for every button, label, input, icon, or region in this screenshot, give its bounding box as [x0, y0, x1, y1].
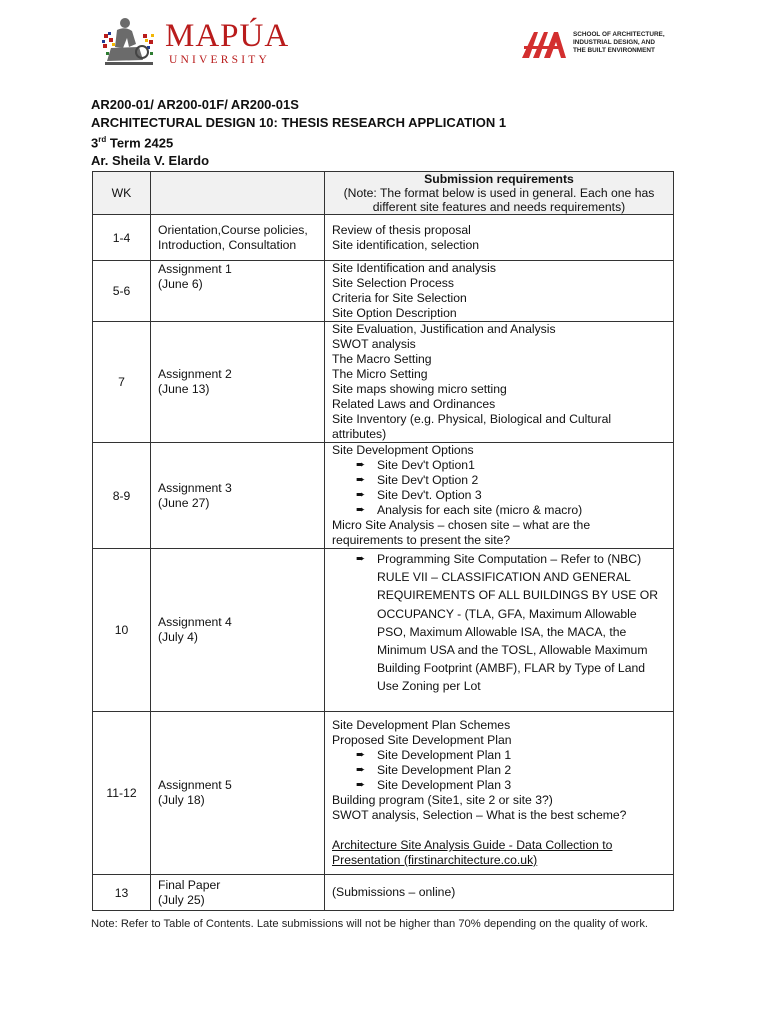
list-item: ➨ Site Development Plan 3 [356, 778, 512, 792]
requirements-cell [325, 549, 674, 712]
requirements-cell: Site Development Plan Schemes Proposed Site Development Plan ➨ Site Development Plan 1 ➨ Site Development Plan 2 ➨ Site Development Plan 3 Building program (Site1, site 2 or site 3?) SWOT analysis, Selection – What is the best scheme? Architecture Site Analysis Guide - Data Collection to Presentation (firstinarchitecture.co.uk) [325, 712, 674, 875]
wk-cell: 1-4 [93, 215, 151, 261]
list-item: ➨ Site Development Plan 1 [356, 748, 512, 762]
table-row [93, 215, 674, 261]
soa-logo [520, 28, 680, 64]
wk-cell: 10 [93, 549, 151, 712]
mapua-logo [99, 14, 289, 70]
assignment-cell: Assignment 1 (June 6) [151, 261, 325, 322]
wk-cell: 5-6 [93, 261, 151, 322]
header-assignment [151, 172, 325, 215]
arrow-bullet-icon: ➨ [356, 553, 366, 565]
requirements-title: Submission requirements [424, 172, 574, 186]
wk-cell: 7 [93, 322, 151, 443]
site-analysis-guide-link[interactable]: Architecture Site Analysis Guide - Data Collection to Presentation (firstinarchitecture.co.uk) [332, 838, 613, 867]
requirements-cell: Site Development Options ➨ Site Dev't Option1 ➨ Site Dev't Option 2 ➨ Site Dev't. Option 3 ➨ Analysis for each site (micro & macro) Micro Site Analysis – chosen site – what are the requirements to present the site? [325, 443, 674, 549]
course-header [91, 96, 506, 169]
instructor-name: Ar. Sheila V. Elardo [91, 152, 210, 168]
list-item: ➨ Programming Site Computation – Refer to (NBC) RULE VII – CLASSIFICATION AND GENERAL REQUIREMENTS OF ALL BUILDINGS BY USE OR OCCUPANCY - (TLA, GFA, Maximum Allowable PSO, Maximum Allowable ISA, the MACA, the Minimum USA and the TOSL, Allowable Maximum Building Footprint (AMBF), FLAR by Type of Land Use Zoning per Lot [356, 552, 659, 694]
requirements-cell: Site Evaluation, Justification and Analysis SWOT analysis The Macro Setting The Micro Setting Site maps showing micro setting Related Laws and Ordinances Site Inventory (e.g. Physical, Biological and Cultural attributes) [325, 322, 674, 443]
footer-note: Note: Refer to Table of Contents. Late submissions will not be higher than 70% depending on the quality of work. [91, 918, 649, 930]
requirements-cell: Review of thesis proposal Site identification, selection [325, 215, 674, 261]
arrow-bullet-icon: ➨ [356, 779, 366, 791]
wk-cell: 8-9 [93, 443, 151, 549]
mapua-wordmark: MAPÚA [165, 18, 290, 54]
table-header-row [93, 172, 674, 215]
list-item: ➨ Site Development Plan 2 [356, 763, 512, 777]
schedule-table [92, 171, 674, 911]
table-row [93, 261, 674, 322]
course-title: ARCHITECTURAL DESIGN 10: THESIS RESEARCH APPLICATION 1 [91, 114, 507, 130]
mapua-subtitle: UNIVERSITY [169, 54, 270, 66]
requirements-cell: Site Identification and analysis Site Selection Process Criteria for Site Selection Site Option Description [325, 261, 674, 322]
table-row [93, 549, 674, 712]
table-row [93, 322, 674, 443]
assignment-cell: Assignment 3 (June 27) [151, 443, 325, 549]
list-item: ➨ Site Dev't. Option 3 [356, 488, 482, 502]
mapua-emblem-icon [99, 14, 161, 70]
header-wk: WK [93, 172, 151, 215]
arrow-bullet-icon: ➨ [356, 474, 366, 486]
list-item: ➨ Site Dev't Option1 [356, 458, 475, 472]
list-item: ➨ Site Dev't Option 2 [356, 473, 479, 487]
requirements-note: (Note: The format below is used in general. Each one has different site features and needs requirements) [343, 186, 655, 214]
arrow-bullet-icon: ➨ [356, 764, 366, 776]
assignment-cell: Orientation,Course policies, Introduction, Consultation [151, 215, 325, 261]
arrow-bullet-icon: ➨ [356, 504, 366, 516]
course-term: 3rd Term 2425 [91, 135, 174, 151]
assignment-cell: Final Paper (July 25) [151, 875, 325, 911]
arrow-bullet-icon: ➨ [356, 749, 366, 761]
header-requirements [325, 172, 674, 215]
list-item: ➨ Analysis for each site (micro & macro) [356, 503, 583, 517]
soa-logo-text: SCHOOL OF ARCHITECTURE, INDUSTRIAL DESIGN, AND THE BUILT ENVIRONMENT [573, 31, 665, 54]
arrow-bullet-icon: ➨ [356, 459, 366, 471]
table-row [93, 875, 674, 911]
course-codes: AR200-01/ AR200-01F/ AR200-01S [91, 97, 299, 112]
assignment-cell: Assignment 5 (July 18) [151, 712, 325, 875]
soa-emblem-icon [520, 28, 568, 60]
arrow-bullet-icon: ➨ [356, 489, 366, 501]
wk-cell: 13 [93, 875, 151, 911]
assignment-cell: Assignment 4 (July 4) [151, 549, 325, 712]
requirements-cell: (Submissions – online) [325, 875, 674, 911]
assignment-cell: Assignment 2 (June 13) [151, 322, 325, 443]
wk-cell: 11-12 [93, 712, 151, 875]
table-row [93, 712, 674, 875]
table-row [93, 443, 674, 549]
